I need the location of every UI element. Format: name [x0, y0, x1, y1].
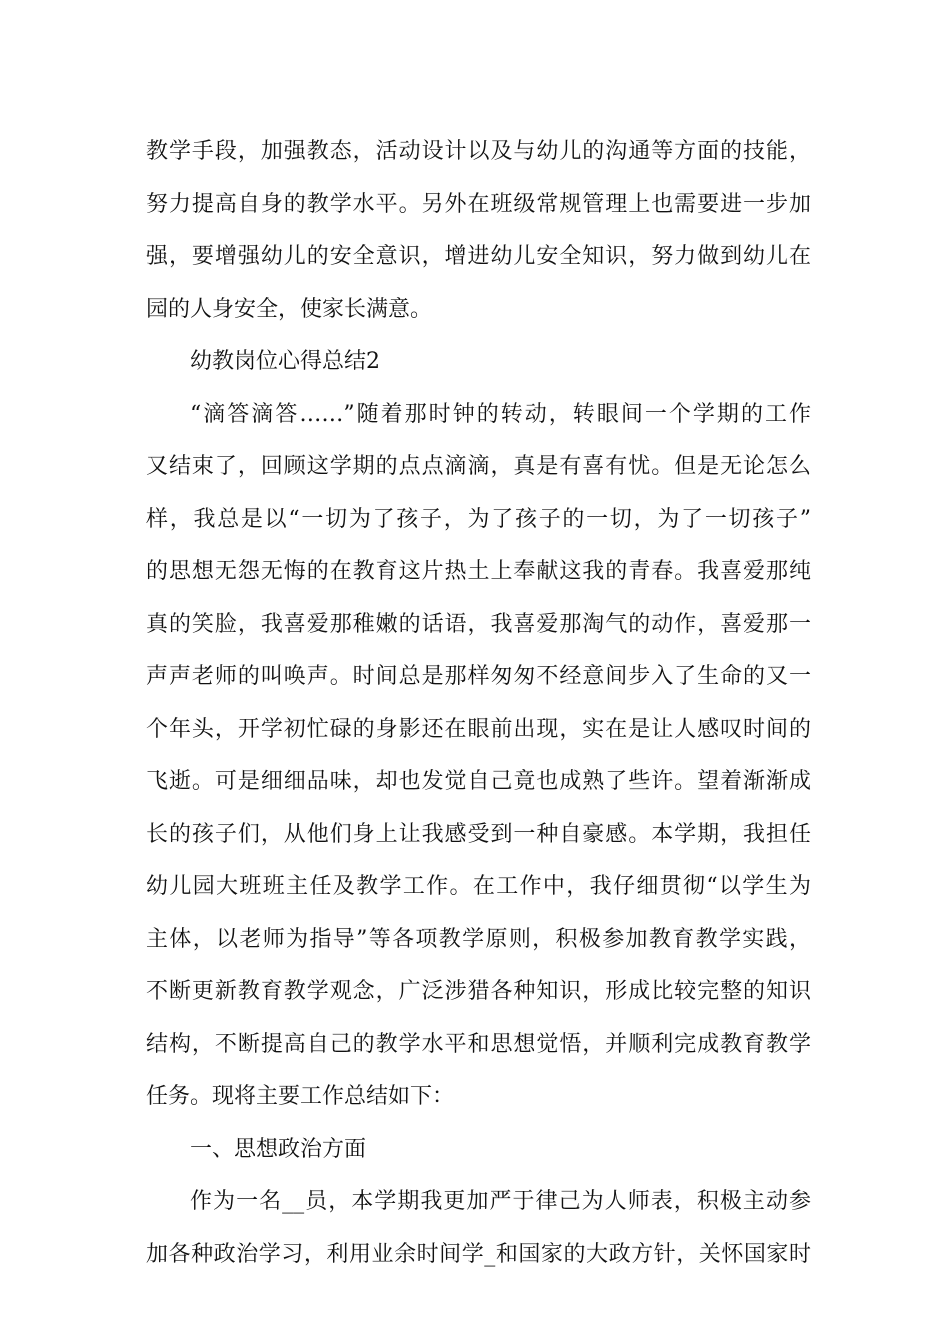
- paragraph-line: 真的笑脸，我喜爱那稚嫩的话语，我喜爱那淘气的动作，喜爱那一: [146, 611, 811, 637]
- paragraph-line: 幼儿园大班班主任及教学工作。在工作中，我仔细贯彻“以学生为: [146, 874, 811, 899]
- paragraph-line: 又结束了，回顾这学期的点点滴滴，真是有喜有忧。但是无论怎么: [146, 454, 811, 479]
- paragraph-line: 样，我总是以“一切为了孩子，为了孩子的一切，为了一切孩子”: [146, 506, 811, 532]
- paragraph-line: 任务。现将主要工作总结如下：: [146, 1084, 455, 1109]
- paragraph-line: 长的孩子们，从他们身上让我感受到一种自豪感。本学期，我担任: [146, 821, 811, 847]
- paragraph-line: 教学手段，加强教态，活动设计以及与幼儿的沟通等方面的技能，: [146, 139, 811, 164]
- paragraph-line: 结构，不断提高自己的教学水平和思想觉悟，并顺利完成教育教学: [146, 1031, 811, 1057]
- paragraph-line: 不断更新教育教学观念，广泛涉猎各种知识，形成比较完整的知识: [146, 979, 811, 1004]
- section-heading: 幼教岗位心得总结2: [190, 349, 380, 374]
- paragraph-line: 的思想无怨无悔的在教育这片热土上奉献这我的青春。我喜爱那纯: [146, 559, 811, 584]
- document-body: [146, 126, 811, 1281]
- paragraph-line: 园的人身安全，使家长满意。: [146, 296, 433, 322]
- paragraph-line: 声声老师的叫唤声。时间总是那样匆匆不经意间步入了生命的又一: [146, 664, 811, 689]
- paragraph-line: 努力提高自身的教学水平。另外在班级常规管理上也需要进一步加: [146, 191, 811, 217]
- paragraph-line: 作为一名__员，本学期我更加严于律己为人师表，积极主动参: [190, 1189, 811, 1214]
- paragraph-line: 飞逝。可是细细品味，却也发觉自己竟也成熟了些许。望着渐渐成: [146, 769, 811, 794]
- paragraph-line: 强，要增强幼儿的安全意识，增进幼儿安全知识，努力做到幼儿在: [146, 244, 811, 269]
- section-heading: 一、思想政治方面: [190, 1136, 367, 1162]
- paragraph-line: 加各种政治学习，利用业余时间学_和国家的大政方针，关怀国家时: [146, 1241, 811, 1267]
- paragraph-line: 主体，以老师为指导”等各项教学原则，积极参加教育教学实践，: [146, 926, 811, 952]
- paragraph-line: “滴答滴答……”随着那时钟的转动，转眼间一个学期的工作: [190, 401, 811, 427]
- paragraph-line: 个年头，开学初忙碌的身影还在眼前出现，实在是让人感叹时间的: [146, 716, 811, 742]
